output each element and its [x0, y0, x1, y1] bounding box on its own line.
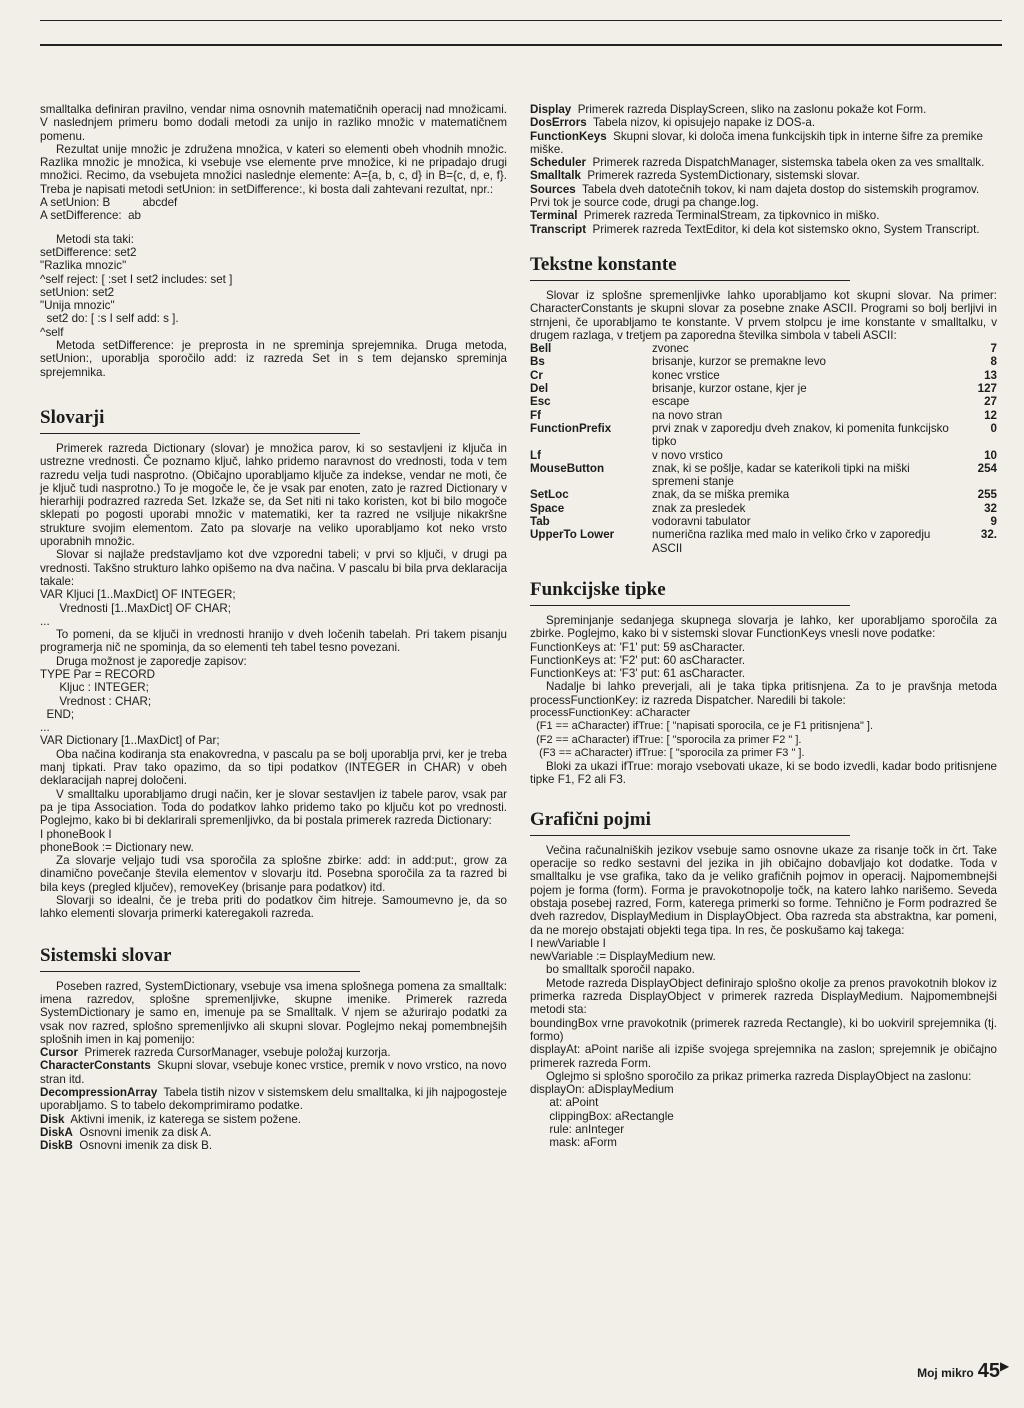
left-glossary	[40, 1046, 507, 1152]
table-row: UpperTo Lower numerična razlika med malo in veliko črko v zaporedju ASCII 32.	[530, 528, 997, 555]
tekstne-paragraph: Slovar iz splošne spremenljivke lahko uporabljamo kot skupni slovar. Na primer: CharacterConstants je skupni slovar za posebne znake ASCII. Programi so bolj berljivi in strnjeni, če uporabljamo te konstante. V prvem stolpcu je ime konstante v smalltalku, v drugem razlaga, v tretjem pa zaporedna številka simbola v tabeli ASCII:	[530, 288, 997, 342]
methods-code: Metodi sta taki: setDifference: set2 "Razlika mnozic" ^self reject: [ :set I set2 includes: set ] setUnion: set2 "Unija mnozic" set2 do: [ :s I self add: s ]. ^self	[40, 232, 233, 339]
glossary-entry: Transcript Primerek razreda TextEditor, ki dela kot sistemsko okno, System Transcript.	[530, 222, 980, 236]
table-row: Bell zvonec 7	[530, 342, 997, 356]
glossary-entry: FunctionKeys Skupni slovar, ki določa imena funkcijskih tipk in interne šifre za premike miške.	[530, 129, 983, 156]
section-heading-sistemski-slovar: Sistemski slovar	[40, 945, 360, 972]
constants-table	[530, 342, 997, 555]
section-heading-tekstne-konstante: Tekstne konstante	[530, 254, 850, 281]
sistemski-heading-block	[40, 945, 507, 972]
funkcijske-paragraph-3: Bloki za ukazi ifTrue: morajo vsebovati ukaze, ki se bodo izvedli, kadar bodo pritisnjene tipke F1, F2 ali F3.	[530, 760, 997, 787]
section-heading-funkcijske-tipke: Funkcijske tipke	[530, 579, 850, 606]
graficni-paragraph-4: Oglejmo si splošno sporočilo za prikaz primerka razreda DisplayObject na zaslonu:	[546, 1069, 972, 1083]
intro-paragraph-2: Rezultat unije množic je združena množica, v kateri so elementi obeh vhodnih množic. Razlika množic je množica, ki vsebuje vse elemente prve množice, ki ne pripadajo drugi množici. Recimo, da vsebujeta množici naslednje elemente: A={a, b, c, d} in B={c, d, e, f}. Treba je napisati metodi setUnion: in setDifference:, ki bosta dali zahtevani rezultat, npr.:	[40, 142, 507, 196]
table-row: Space znak za presledek 32	[530, 501, 997, 515]
table-row: Lf v novo vrstico 10	[530, 448, 997, 462]
continue-arrow-icon: ▶	[1000, 1359, 1010, 1373]
glossary-entry: Disk Aktivni imenik, iz katerega se sistem požene.	[40, 1112, 301, 1126]
glossary-entry: Terminal Primerek razreda TerminalStream, za tipkovnico in miško.	[530, 209, 880, 223]
tekstne-heading-block	[530, 254, 997, 281]
glossary-entry: Sources Tabela dveh datotečnih tokov, ki nam dajeta dostop do sistemskih programov. Prvi tok je source code, drugi pa change.log.	[530, 182, 980, 210]
funkcijske-paragraph-2: Nadalje bi lahko preverjali, ali je taka tipka pritisnjena. Za to je pravšnja metoda processFunctionKey: iz razreda Dispatcher. Naredili bi takole:	[530, 680, 997, 707]
slovarji-heading-block	[40, 407, 507, 434]
processfunctionkey-code: processFunctionKey: aCharacter (F1 == aCharacter) ifTrue: [ "napisati sporocila, ce je F1 pritisnjena" ]. (F2 == aCharacter) ifTrue: [ "sporocila za primer F2 " ]. (F3 == aCharacter) ifTrue: [ "sporocila za primer F3 " ].	[530, 706, 874, 759]
table-row: Cr konec vrstice 13	[530, 368, 997, 382]
graficni-heading-block	[530, 809, 997, 836]
displaymedium-code: I newVariable I newVariable := DisplayMedium new.	[530, 936, 716, 964]
page-footer	[917, 1360, 1000, 1382]
set-example: A setUnion: B abcdef A setDifference: ab	[40, 196, 178, 223]
intro-paragraph-1: smalltalka definiran pravilno, vendar nima osnovnih matematičnih operacij nad množicami. V naslednjem primeru bomo dodali metodi za unijo in razliko množic v matematičnem pomenu.	[40, 103, 507, 143]
publication-name: Moj mikro	[917, 1366, 974, 1380]
left-column	[40, 103, 507, 1152]
table-row: Esc escape 27	[530, 395, 997, 409]
slovarji-paragraph-1: Primerek razreda Dictionary (slovar) je množica parov, ki so sestavljeni iz ključa in ustrezne vrednosti. Če poznamo ključ, lahko pridemo naravnost do vrednosti, toda v tem razredu velja tudi nasprotno. (Običajno uporabljamo ključe za indekse, vendar ne moti, če je ključ tudi nasprotno.) To je mogoče le, če je vsak par enoten, zato je razred Dictionary v hierarhiji podrazred razreda Set. Izkaže se, da Set niti ni tako koristen, kot bi bilo mogoče sklepati po pogosti uporabi množic v matematiki, ker ta razred ne vsiljuje nikakršne strukture svojim elementom. Zato pa slovarje na veliko uporabljamo kot neko vrsto uporabnih množic.	[40, 441, 507, 549]
slovarji-paragraph-3: To pomeni, da se ključi in vrednosti hranijo v dveh ločenih tabelah. Pri takem pisanju programerja nič ne spominja, da so elementi teh tabel tesno povezani.	[40, 628, 507, 655]
functionkeys-code: FunctionKeys at: 'F1' put: 59 asCharacter. FunctionKeys at: 'F2' put: 60 asCharacter. FunctionKeys at: 'F3' put: 61 asCharacter.	[530, 640, 746, 681]
right-column	[530, 103, 997, 1150]
displayon-code: displayOn: aDisplayMedium at: aPoint clippingBox: aRectangle rule: anInteger mask: aForm	[530, 1083, 674, 1150]
glossary-entry: DosErrors Tabela nizov, ki opisujejo napake iz DOS-a.	[530, 116, 816, 130]
table-row: Tab vodoravni tabulator 9	[530, 515, 997, 529]
section-heading-slovarji: Slovarji	[40, 407, 360, 434]
table-row: MouseButton znak, ki se pošlje, kadar se katerikoli tipki na miški spremeni stanje 254	[530, 461, 997, 489]
graficni-paragraph-2: bo smalltalk sporočil napako.	[546, 963, 695, 977]
graficni-paragraph-1: Večina računalniških jezikov vsebuje samo osnovne ukaze za risanje točk in črt. Take operacije so redko sestavni del jezika in jih običajno dobavljajo kot dodatke. Toda v smalltalku je vse grafika, tako da je veliko grafičnih pojmov in operacij. Najpomembnejši pojem je forma (form). Forma je pravokotnopolje točk, na katero lahko narišemo. Seveda obstaja posebej razred, Form, katerega primerki so forme. Tehnično je Form podrazred še dveh razredov, DisplayMedium in DisplayObject. Oba razreda sta abstraktna, kar pomeni, da ne morejo obstajati objekti tega tipa. In res, če poskušamo kaj takega:	[530, 843, 997, 937]
page-number: 45	[977, 1360, 1000, 1382]
slovarji-paragraph-7: Za slovarje veljajo tudi vsa sporočila za splošne zbirke: add: in add:put:, grow za dinamično povečanje števila elementov v slovarju itd. Posebna sporočila za ta razred bi bila keys (pregled ključev), removeKey (brisanje para podatkov) itd.	[40, 854, 507, 894]
slovarji-paragraph-5: Oba načina kodiranja sta enakovredna, v pascalu pa se bolj uporablja prvi, ker je treba manj tipkati. Prav tako opazimo, da so tipi podatkov (INTEGER in CHAR) v obeh deklaracijah naprej določeni.	[40, 747, 507, 788]
slovarji-paragraph-8: Slovarji so idealni, če je treba priti do podatkov čim hitreje. Samoumevno je, da so lahko elementi slovarja primerki kateregakoli razreda.	[40, 894, 507, 921]
glossary-entry: Scheduler Primerek razreda DispatchManager, sistemska tabela oken za ves smalltalk.	[530, 156, 985, 170]
glossary-entry: Display Primerek razreda DisplayScreen, sliko na zaslonu pokaže kot Form.	[530, 103, 927, 116]
glossary-entry: DiskA Osnovni imenik za disk A.	[40, 1125, 212, 1139]
top-rule-thick	[40, 44, 1002, 46]
pascal-code-2: TYPE Par = RECORD Kljuc : INTEGER; Vrednost : CHAR; END; ... VAR Dictionary [1..MaxDict] of Par;	[40, 667, 220, 748]
graficni-paragraph-3: Metode razreda DisplayObject definirajo splošno okolje za prenos pravokotnih blokov iz primerka razreda DisplayObject v primerek razreda DisplayMedium. Najpomembnejši metodi sta:	[530, 976, 997, 1017]
slovarji-paragraph-4: Druga možnost je zaporedje zapisov:	[56, 654, 247, 668]
sistemski-paragraph: Poseben razred, SystemDictionary, vsebuje vsa imena splošnega pomena za smalltalk: imena razredov, splošne spremenljivke, skupne imenike. Primerek razreda SystemDictionary je samo en, imenuje pa se Smalltalk. V njem se ažurirajo podatki za vsak nov razred, splošno spremenljivko ali skupni slovar. Poglejmo nekaj pomembnejših splošnih imen in kaj pomenijo:	[40, 979, 507, 1046]
glossary-entry: CharacterConstants Skupni slovar, vsebuje konec vrstice, premik v novo vrstico, na novo stran itd.	[40, 1059, 507, 1086]
funkcijske-paragraph-1: Spreminjanje sedanjega skupnega slovarja je lahko, ker uporabljamo sporočila za zbirke. Poglejmo, kako bi v sistemski slovar FunctionKeys vnesli nove podatke:	[530, 613, 997, 641]
table-row: FunctionPrefix prvi znak v zaporedju dveh znakov, ki pomenita funkcijsko tipko 0	[530, 421, 997, 449]
table-row: Del brisanje, kurzor ostane, kjer je 127	[530, 382, 997, 396]
displayat-entry: displayAt: aPoint nariše ali izpiše svojega sprejemnika na zaslon; sprejemnik je običajno primerek razreda Form.	[530, 1043, 997, 1070]
glossary-entry: DecompressionArray Tabela tistih nizov v sistemskem delu smalltalka, ki jih najpogosteje uporabljamo. S to tabelo dekomprimiramo podatke.	[40, 1086, 507, 1113]
table-row: Bs brisanje, kurzor se premakne levo 8	[530, 355, 997, 369]
glossary-entry: Smalltalk Primerek razreda SystemDictionary, sistemski slovar.	[530, 169, 860, 183]
phonebook-code: I phoneBook I phoneBook := Dictionary new.	[40, 827, 194, 854]
pascal-code-1: VAR Kljuci [1..MaxDict] OF INTEGER; Vrednosti [1..MaxDict] OF CHAR; ...	[40, 588, 236, 628]
glossary-entry: DiskB Osnovni imenik za disk B.	[40, 1139, 213, 1153]
slovarji-paragraph-6: V smalltalku uporabljamo drugi način, ker je slovar sestavljen iz tabele parov, vsak par pa je tipa Association. Toda do podatkov lahko pridemo tako po ključu kot po vrednosti. Poglejmo, kako bi bi deklarirali spremenljivko, da bi postala primerek razreda Dictionary:	[40, 787, 507, 828]
intro-paragraph-3: Metoda setDifference: je preprosta in ne spreminja sprejemnika. Druga metoda, setUnion:, uporablja sporočilo add: iz razreda Set in s tem dejansko spreminja sprejemnika.	[40, 339, 507, 379]
table-row: Ff na novo stran 12	[530, 408, 997, 422]
funkcijske-heading-block	[530, 579, 997, 606]
boundingbox-entry: boundingBox vrne pravokotnik (primerek razreda Rectangle), ki bo uokviril sprejemnika (tj. formo)	[530, 1016, 997, 1043]
top-rule-thin	[40, 20, 1002, 21]
slovarji-paragraph-2: Slovar si najlaže predstavljamo kot dve vzporedni tabeli; v prvi so ključi, v drugi pa vrednosti. Takšno strukturo lahko opišemo na dva načina. V pascalu bi bila prva deklaracija takale:	[40, 548, 508, 588]
table-row: SetLoc znak, da se miška premika 255	[530, 488, 997, 502]
right-glossary	[530, 103, 997, 236]
glossary-entry: Cursor Primerek razreda CursorManager, vsebuje položaj kurzorja.	[40, 1046, 391, 1060]
section-heading-graficni-pojmi: Grafični pojmi	[530, 809, 850, 836]
